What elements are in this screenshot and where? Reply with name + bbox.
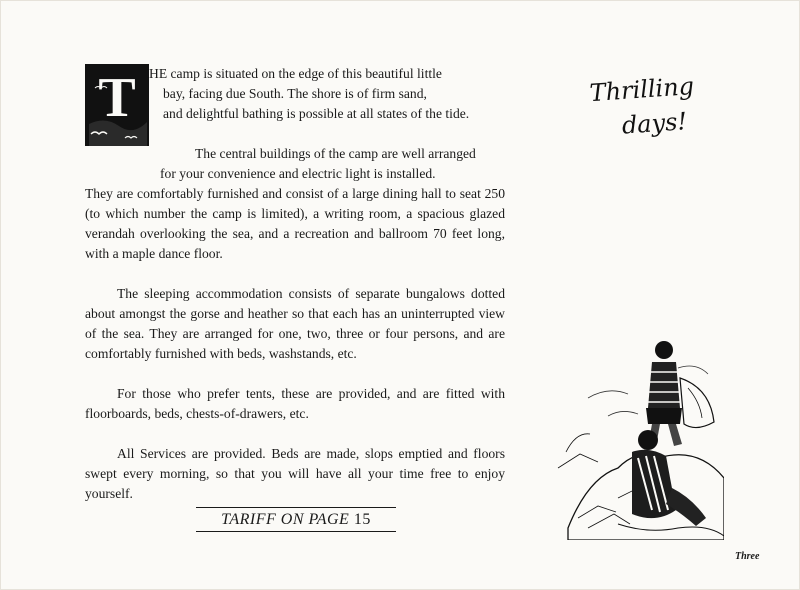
intro-line-2: bay, facing due South. The shore is of firm sand, bbox=[163, 86, 427, 101]
thrilling-days-heading bbox=[586, 66, 696, 146]
paragraph-sleeping: The sleeping accommodation consists of separate bungalows dotted about amongst the gorse and heather so that each has an uninterrupted view of the sea. They are arranged for one, two, three or four persons, and are comfortably furnished with beds, washstands, etc. bbox=[85, 286, 505, 361]
tariff-reference bbox=[196, 507, 396, 532]
heading-line-1: Thrilling bbox=[588, 71, 695, 108]
paragraph-tents: For those who prefer tents, these are provided, and are fitted with floorboards, beds, chests-of-drawers, etc. bbox=[85, 386, 505, 421]
heading-line-2: days! bbox=[620, 107, 688, 140]
page-number: Three bbox=[735, 551, 760, 562]
intro-line-1: HE camp is situated on the edge of this beautiful little bbox=[149, 66, 442, 81]
paragraph-intro bbox=[85, 64, 505, 124]
paragraph-buildings-line-2: for your convenience and electric light is installed. bbox=[160, 166, 436, 181]
tariff-text: TARIFF ON PAGE bbox=[221, 511, 350, 528]
body-text bbox=[85, 64, 505, 504]
paragraph-buildings: They are comfortably furnished and consist of a large dining hall to seat 250 (to which number the camp is limited), a writing room, a spacious glazed verandah overlooking the sea, and a recreation and ballroom 70 feet long, with a maple dance floor. bbox=[85, 186, 505, 261]
paragraph-buildings-line-1: The central buildings of the camp are well arranged bbox=[195, 146, 476, 161]
paragraph-services: All Services are provided. Beds are made, slops emptied and floors swept every morning, so that you will have all your time free to enjoy yourself. bbox=[85, 446, 505, 501]
tariff-page-number: 15 bbox=[353, 511, 371, 528]
intro-line-3: and delightful bathing is possible at all states of the tide. bbox=[163, 106, 470, 121]
dropcap-letter: T bbox=[98, 67, 136, 129]
cliff-figures-illustration bbox=[548, 328, 724, 540]
